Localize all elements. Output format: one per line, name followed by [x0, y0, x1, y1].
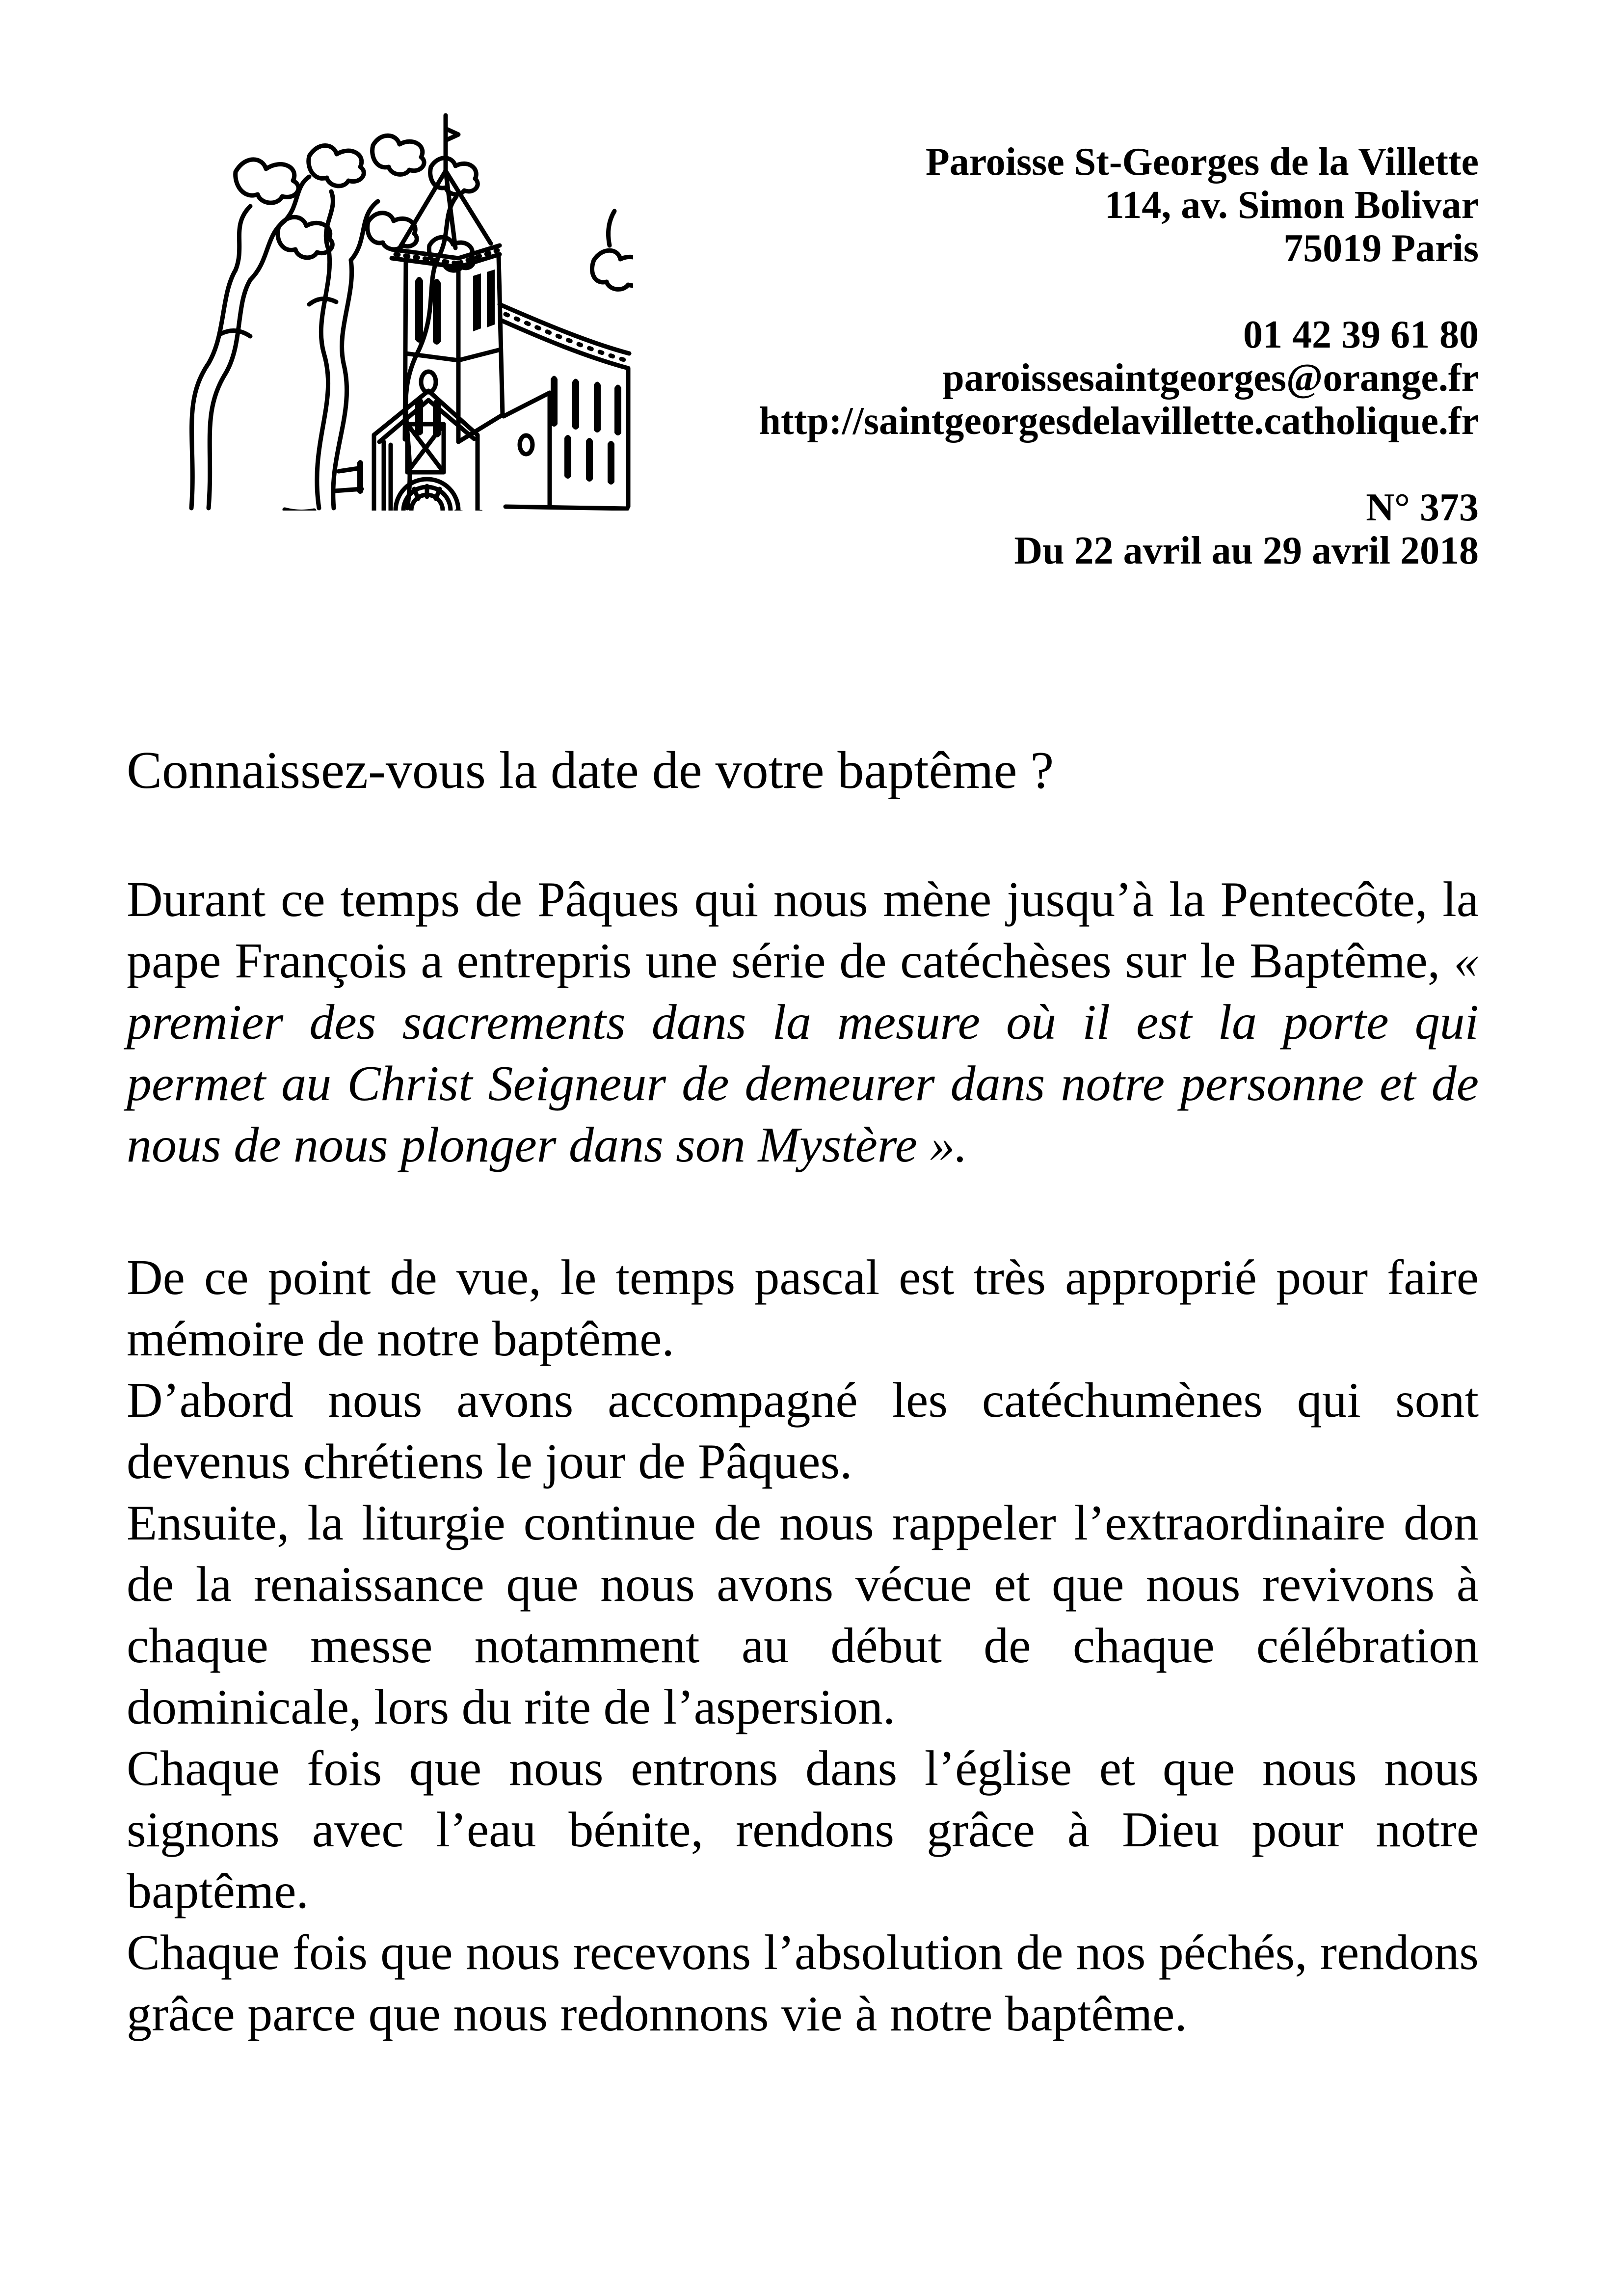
issue-number: N° 373	[1366, 486, 1479, 529]
header-spacer	[589, 270, 1479, 313]
paragraph: Chaque fois que nous entrons dans l’église et que nous nous signons avec l’eau bénite, rendons grâce à Dieu pour notre baptême.	[127, 1741, 1479, 1919]
phone-number: 01 42 39 61 80	[1243, 313, 1479, 356]
website-url: http://saintgeorgesdelavillette.catholique.fr	[759, 400, 1479, 443]
email-address: paroissesaintgeorges@orange.fr	[942, 356, 1479, 400]
article-title: Connaissez-vous la date de votre baptême ?	[127, 741, 1054, 800]
paragraph: Chaque fois que nous recevons l’absolution de nos péchés, rendons grâce parce que nous redonnons vie à notre baptême.	[127, 1925, 1479, 2042]
intro-roman-text: Durant ce temps de Pâques qui nous mène jusqu’à la Pentecôte, la pape François a entrepris une série de catéchèses sur le Baptême,	[127, 872, 1479, 989]
header-spacer	[589, 443, 1479, 486]
paragraph: De ce point de vue, le temps pascal est très approprié pour faire mémoire de notre baptême.	[127, 1250, 1479, 1367]
article-body	[127, 869, 1479, 2045]
parish-header	[589, 140, 1479, 572]
address-city: 75019 Paris	[1283, 227, 1479, 270]
paragraph: D’abord nous avons accompagné les catéchumènes qui sont devenus chrétiens le jour de Pâques.	[127, 1373, 1479, 1489]
issue-date-range: Du 22 avril au 29 avril 2018	[1014, 529, 1479, 572]
paragraph: Ensuite, la liturgie continue de nous rappeler l’extraordinaire don de la renaissance que nous avons vécue et que nous revivons à chaque messe notamment au début de chaque célébration dominicale, lors du rite de l’aspersion.	[127, 1495, 1479, 1735]
intro-quote-italic: « premier des sacrements dans la mesure où il est la porte qui permet au Christ Seigneur de demeurer dans notre personne et de nous de nous plonger dans son Mystère ».	[127, 933, 1479, 1173]
paragraph-intro	[127, 869, 1479, 1176]
parish-name: Paroisse St-Georges de la Villette	[925, 140, 1479, 184]
address-street: 114, av. Simon Bolivar	[1104, 184, 1479, 227]
church-illustration	[162, 98, 633, 511]
